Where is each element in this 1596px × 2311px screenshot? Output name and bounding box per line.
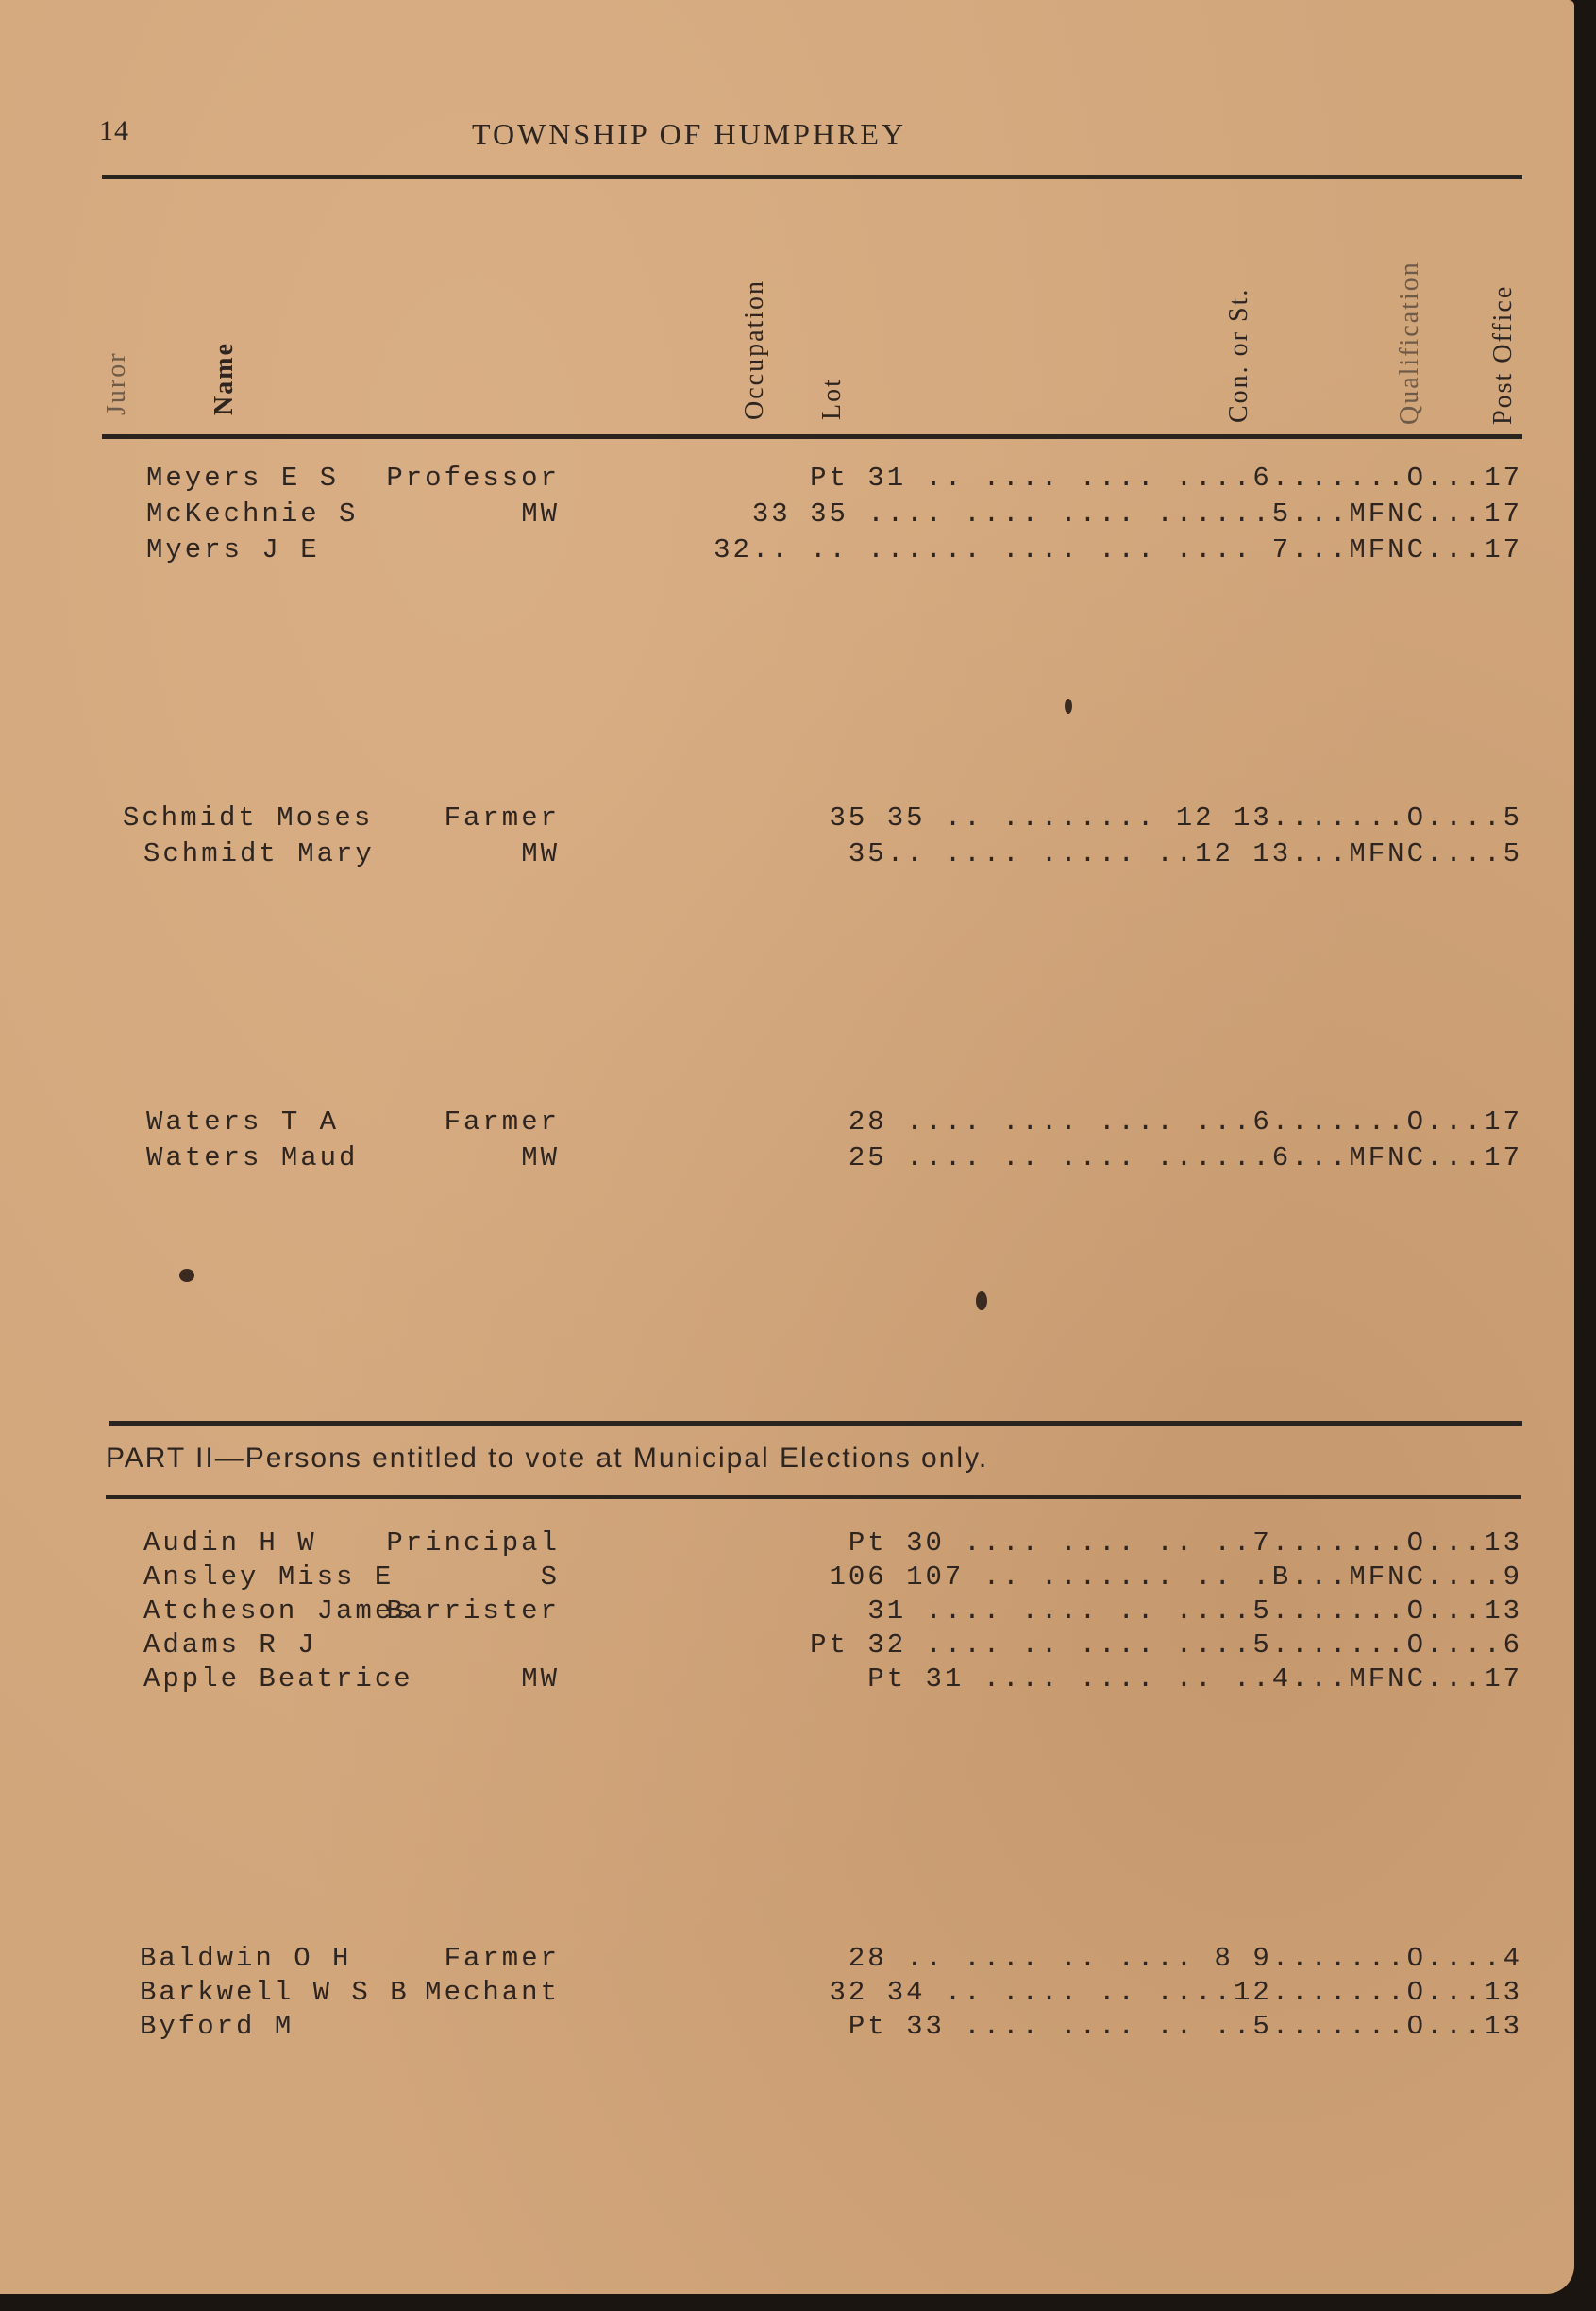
elector-details: 106 107 .. ....... .. .B...MFNC....9 [829,1561,1522,1593]
list-item [140,2011,1522,2045]
column-head-post-office: Post Office [1488,284,1518,425]
elector-name: Barkwell W S B [140,1977,410,2008]
list-item [143,1663,1522,1697]
elector-occupation: MW [521,498,560,530]
elector-occupation: MW [521,1663,560,1695]
elector-occupation: MW [521,1142,560,1173]
part2-heading: PART II—Persons entitled to vote at Municipal Elections only. [106,1442,989,1474]
elector-occupation: Farmer [444,1106,560,1138]
column-head-con: Con. or St. [1224,287,1253,423]
elector-name: Adams R J [143,1629,317,1661]
elector-occupation: MW [521,838,560,869]
list-item [146,534,1522,568]
list-item [143,1595,1522,1629]
elector-details: 35 35 .. ........ 12 13.......O....5 [829,802,1522,834]
elector-details: 32.. .. ...... .... ... .... 7...MFNC...17 [714,534,1522,565]
elector-name: Ansley Miss E [143,1561,395,1593]
elector-occupation: Professor [386,463,560,494]
elector-details: 32 34 .. .... .. ....12.......O...13 [829,1977,1522,2008]
elector-name: Apple Beatrice [143,1663,413,1695]
part-rule-bottom [106,1495,1521,1499]
elector-name: Audin H W [143,1527,317,1559]
list-item [146,1142,1522,1176]
list-item [143,1561,1522,1595]
elector-details: Pt 30 .... .... .. ..7.......O...13 [848,1527,1522,1559]
elector-occupation: Mechant [425,1977,560,2008]
paper-spot [976,1291,987,1310]
column-head-lot: Lot [817,378,847,420]
column-head-occupation: Occupation [740,278,769,420]
column-head-rule [102,434,1522,439]
elector-name: Meyers E S [146,463,340,494]
list-item [140,1977,1522,2011]
elector-details: 33 35 .... .... .... ......5...MFNC...17 [751,498,1522,530]
page-number: 14 [99,115,129,146]
paper-spot [179,1269,194,1282]
elector-details: Pt 32 .... .. .... ....5.......O....6 [810,1629,1522,1661]
elector-name: Baldwin O H [140,1943,352,1974]
elector-name: Waters T A [146,1106,340,1138]
part-rule-top [109,1421,1522,1426]
running-head: TOWNSHIP OF HUMPHREY [472,117,907,151]
elector-details: Pt 31 .. .... .... ....6.......O...17 [810,463,1522,494]
list-item [143,1629,1522,1663]
paper-spot [1065,699,1072,714]
elector-name: Schmidt Mary [143,838,375,869]
elector-name: McKechnie S [146,498,359,530]
header-rule [102,175,1522,179]
elector-name: Byford M [140,2011,294,2042]
elector-name: Waters Maud [146,1142,359,1173]
list-item [146,498,1522,532]
list-item [143,1527,1522,1561]
elector-details: 31 .... .... .. ....5.......O...13 [867,1595,1522,1627]
column-head-qualification: Qualification [1395,261,1424,425]
elector-occupation: Farmer [444,802,560,834]
elector-details: 25 .... .. .... ......6...MFNC...17 [848,1142,1522,1173]
list-item [143,838,1522,872]
list-item [146,463,1522,497]
elector-details: 28 .. .... .. .... 8 9.......O....4 [848,1943,1522,1974]
elector-occupation: Barrister [386,1595,560,1627]
elector-details: Pt 33 .... .... .. ..5.......O...13 [848,2011,1522,2042]
elector-details: 28 .... .... .... ...6.......O...17 [848,1106,1522,1138]
elector-occupation: Farmer [444,1943,560,1974]
elector-name: Schmidt Moses [123,802,374,834]
list-item [123,802,1522,836]
list-item [146,1106,1522,1140]
elector-details: 35.. .... ..... ..12 13...MFNC....5 [848,838,1522,869]
elector-occupation: Principal [386,1527,560,1559]
column-head-name: Name [210,342,239,415]
list-item [140,1943,1522,1977]
elector-name: Atcheson James [143,1595,413,1627]
elector-name: Myers J E [146,534,320,565]
column-head-juror: Juror [102,351,131,415]
elector-details: Pt 31 .... .... .. ..4...MFNC...17 [867,1663,1522,1695]
elector-occupation: S [540,1561,560,1593]
